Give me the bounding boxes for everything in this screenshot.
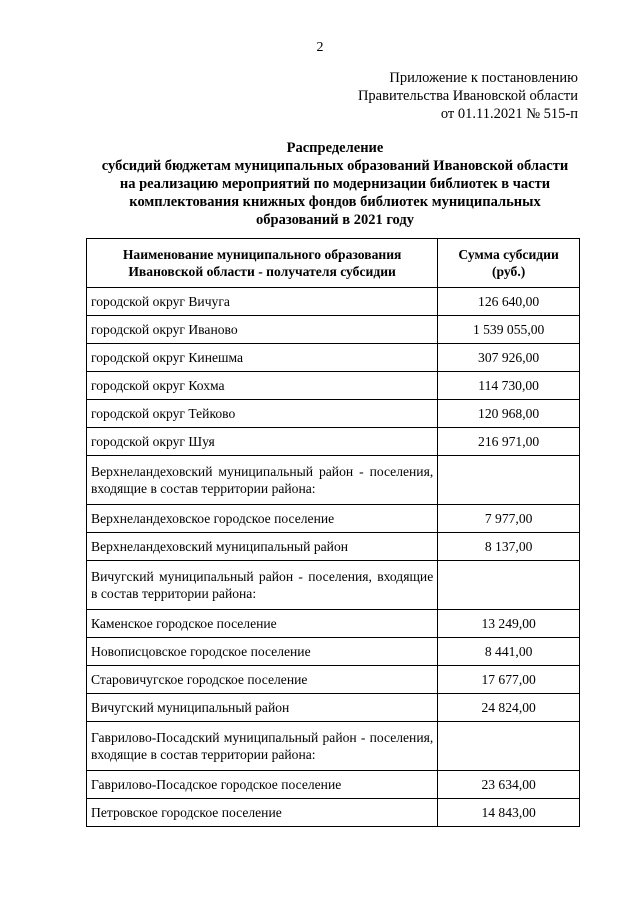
row-sum: 23 634,00	[438, 771, 580, 799]
table-row	[87, 722, 580, 771]
row-sum: 17 677,00	[438, 666, 580, 694]
row-sum	[438, 456, 580, 505]
table-row	[87, 372, 580, 400]
row-name: Новописцовское городское поселение	[87, 638, 438, 666]
row-sum: 24 824,00	[438, 694, 580, 722]
row-name: городской округ Кохма	[87, 372, 438, 400]
title-line-1: Распределение	[286, 140, 384, 156]
table-row	[87, 561, 580, 610]
table-row	[87, 505, 580, 533]
row-name: Верхнеландеховское городское поселение	[87, 505, 438, 533]
row-name: Каменское городское поселение	[87, 610, 438, 638]
title-line-3: на реализацию мероприятий по модернизации библиотек в части	[119, 176, 551, 192]
annex-line-2: Правительства Ивановской области	[357, 88, 578, 104]
subsidy-table	[86, 238, 580, 827]
table-row	[87, 694, 580, 722]
row-sum	[438, 722, 580, 771]
row-sum	[438, 561, 580, 610]
title-line-5: образований в 2021 году	[256, 212, 414, 228]
annex-line-3: от 01.11.2021 № 515-п	[440, 106, 578, 122]
page-number: 2	[316, 40, 324, 55]
row-name: Вичугский муниципальный район	[87, 694, 438, 722]
row-sum: 14 843,00	[438, 799, 580, 827]
row-name: Петровское городское поселение	[87, 799, 438, 827]
table-row	[87, 344, 580, 372]
table-row	[87, 666, 580, 694]
row-name: Гаврилово-Посадский муниципальный район - поселения, входящие в состав территории района:	[87, 722, 438, 771]
row-name: городской округ Тейково	[87, 400, 438, 428]
row-name: городской округ Шуя	[87, 428, 438, 456]
row-name: Гаврилово-Посадское городское поселение	[87, 771, 438, 799]
row-sum: 13 249,00	[438, 610, 580, 638]
row-sum: 1 539 055,00	[438, 316, 580, 344]
table-row	[87, 610, 580, 638]
table-row	[87, 799, 580, 827]
table-header-row	[87, 239, 580, 288]
row-sum: 216 971,00	[438, 428, 580, 456]
annex-block	[358, 69, 578, 123]
row-name: Верхнеландеховский муниципальный район	[87, 533, 438, 561]
row-name: Вичугский муниципальный район - поселения, входящие в состав территории района:	[87, 561, 438, 610]
document-title	[0, 139, 640, 229]
row-name: городской округ Иваново	[87, 316, 438, 344]
title-line-4: комплектования книжных фондов библиотек муниципальных	[129, 194, 541, 210]
header-name: Наименование муниципального образования Ивановской области - получателя субсидии	[87, 239, 438, 288]
row-sum: 120 968,00	[438, 400, 580, 428]
row-name: Верхнеландеховский муниципальный район - поселения, входящие в состав территории района:	[87, 456, 438, 505]
table-row	[87, 771, 580, 799]
table-row	[87, 456, 580, 505]
row-sum: 8 137,00	[438, 533, 580, 561]
table-row	[87, 288, 580, 316]
table-row	[87, 400, 580, 428]
row-sum: 307 926,00	[438, 344, 580, 372]
row-name: городской округ Кинешма	[87, 344, 438, 372]
table-row	[87, 533, 580, 561]
row-sum: 7 977,00	[438, 505, 580, 533]
title-line-2: субсидий бюджетам муниципальных образований Ивановской области	[101, 158, 569, 174]
table-row	[87, 638, 580, 666]
table-row	[87, 428, 580, 456]
row-name: городской округ Вичуга	[87, 288, 438, 316]
row-sum: 114 730,00	[438, 372, 580, 400]
table-row	[87, 316, 580, 344]
row-name: Старовичугское городское поселение	[87, 666, 438, 694]
row-sum: 126 640,00	[438, 288, 580, 316]
annex-line-1: Приложение к постановлению	[389, 70, 578, 86]
row-sum: 8 441,00	[438, 638, 580, 666]
header-sum: Сумма субсидии (руб.)	[438, 239, 580, 288]
